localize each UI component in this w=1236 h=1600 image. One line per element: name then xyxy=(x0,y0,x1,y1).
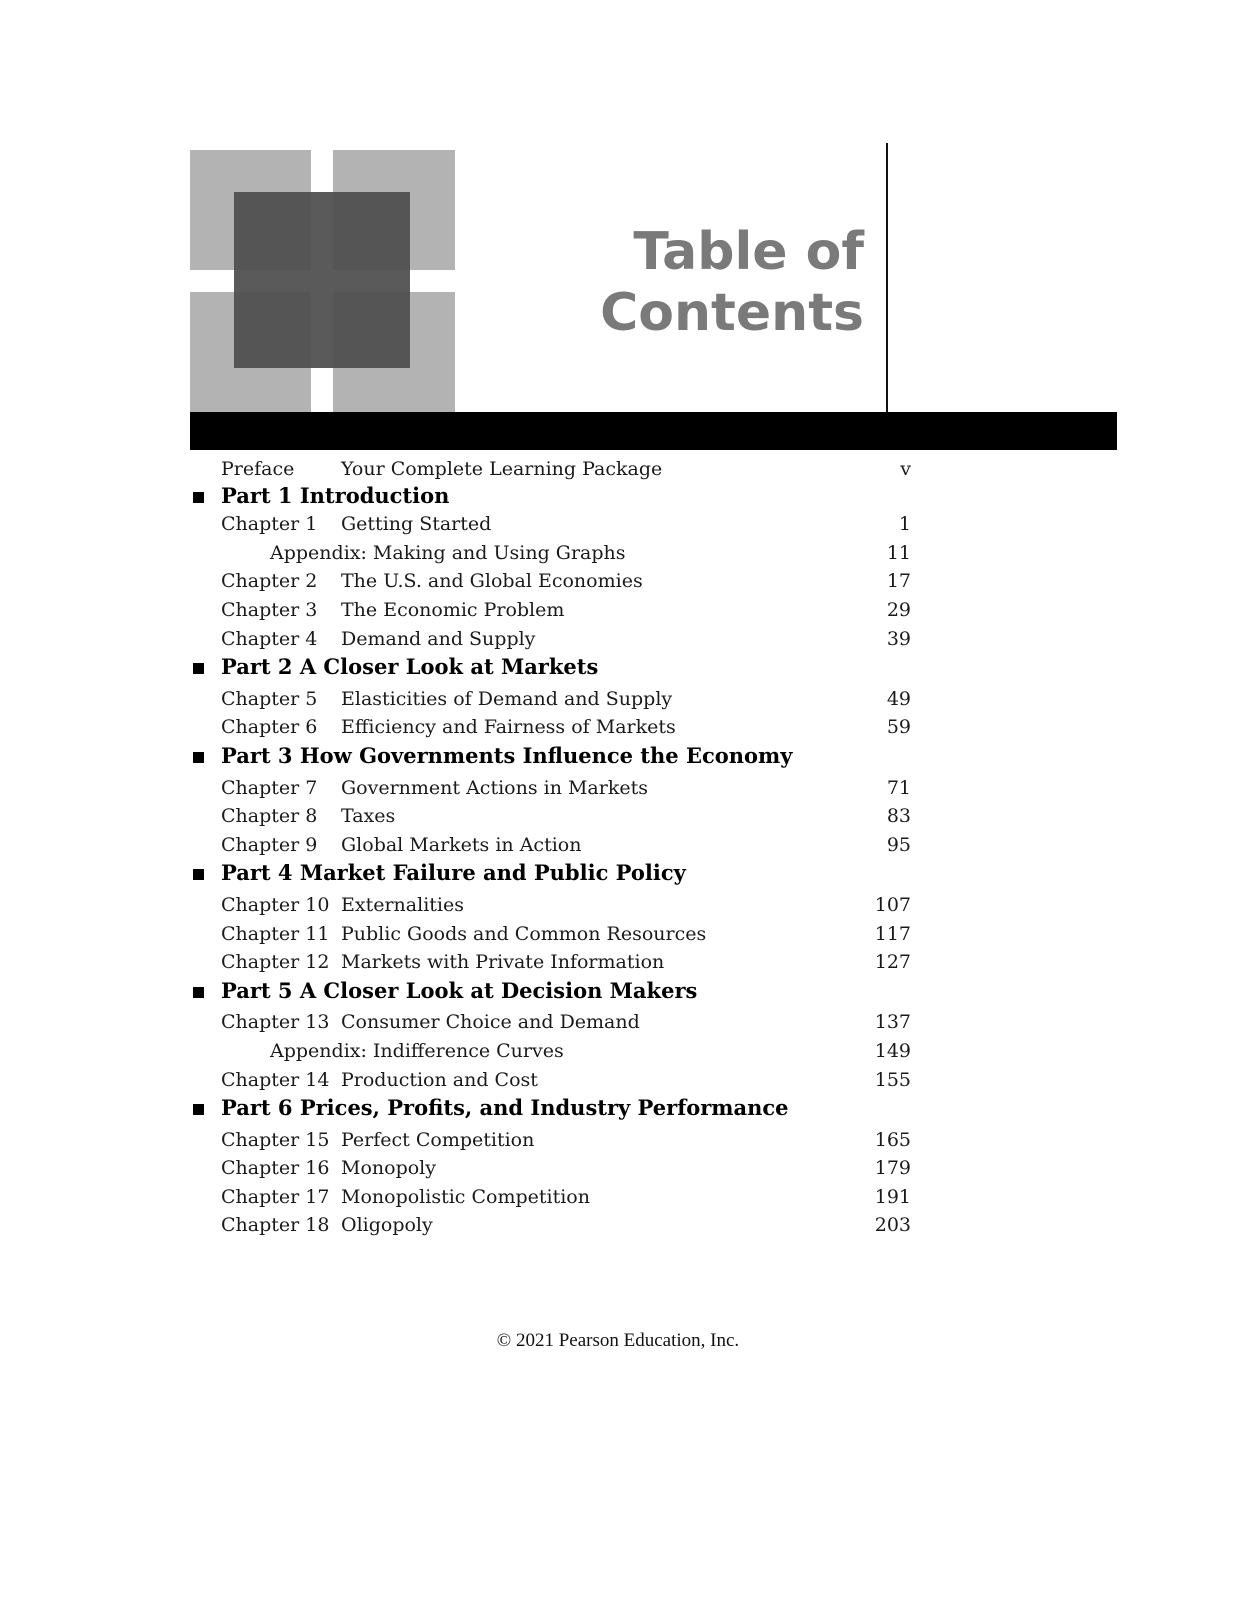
toc-label: Chapter 5 xyxy=(221,688,318,710)
toc-title: Elasticities of Demand and Supply xyxy=(341,688,673,710)
toc-row-chapter-5[interactable] xyxy=(190,684,916,714)
toc-title: Appendix: Indifference Curves xyxy=(270,1040,564,1062)
toc-title: Government Actions in Markets xyxy=(341,777,648,799)
toc-page: 17 xyxy=(886,570,911,592)
toc-row-chapter-9[interactable] xyxy=(190,830,916,860)
square-bullet-icon xyxy=(193,987,204,998)
toc-title: Consumer Choice and Demand xyxy=(341,1011,640,1033)
toc-page: 49 xyxy=(886,688,911,710)
toc-row-chapter-7[interactable] xyxy=(190,773,916,803)
toc-row-chapter-10[interactable] xyxy=(190,890,916,920)
toc-title: Efficiency and Fairness of Markets xyxy=(341,716,676,738)
toc-row-chapter-3[interactable] xyxy=(190,595,916,625)
toc-page: v xyxy=(900,458,911,480)
toc-label: Chapter 1 xyxy=(221,513,318,535)
toc-label: Chapter 18 xyxy=(221,1214,330,1236)
copyright-footer: © 2021 Pearson Education, Inc. xyxy=(496,1330,740,1351)
square-bullet-icon xyxy=(193,752,204,763)
toc-title: Oligopoly xyxy=(341,1214,433,1236)
toc-label: Chapter 3 xyxy=(221,599,318,621)
toc-row-appendix-graphs[interactable] xyxy=(190,538,916,568)
toc-label: Chapter 7 xyxy=(221,777,318,799)
toc-page: 71 xyxy=(886,777,911,799)
toc-row-chapter-15[interactable] xyxy=(190,1125,916,1155)
toc-label: Chapter 12 xyxy=(221,951,330,973)
toc-label: Chapter 15 xyxy=(221,1129,330,1151)
page-title-line-1: Table of xyxy=(633,222,864,282)
toc-label: Chapter 9 xyxy=(221,834,318,856)
toc-page: 83 xyxy=(886,805,911,827)
toc-page: 29 xyxy=(886,599,911,621)
toc-row-chapter-2[interactable] xyxy=(190,566,916,596)
toc-part-title: Part 5 A Closer Look at Decision Makers xyxy=(221,978,698,1003)
toc-page: 11 xyxy=(886,542,911,564)
toc-label: Chapter 16 xyxy=(221,1157,330,1179)
toc-row-chapter-17[interactable] xyxy=(190,1182,916,1212)
toc-title: Getting Started xyxy=(341,513,492,535)
toc-label: Chapter 8 xyxy=(221,805,318,827)
toc-page: 95 xyxy=(886,834,911,856)
toc-title: Public Goods and Common Resources xyxy=(341,923,707,945)
toc-label: Chapter 4 xyxy=(221,628,318,650)
toc-row-chapter-14[interactable] xyxy=(190,1065,916,1095)
toc-page: 179 xyxy=(874,1157,911,1179)
toc-title: Appendix: Making and Using Graphs xyxy=(270,542,626,564)
toc-row-chapter-12[interactable] xyxy=(190,947,916,977)
toc-page: 107 xyxy=(874,894,911,916)
toc-row-chapter-18[interactable] xyxy=(190,1210,916,1240)
toc-label: Chapter 6 xyxy=(221,716,318,738)
toc-page: 191 xyxy=(874,1186,911,1208)
toc-label: Chapter 13 xyxy=(221,1011,330,1033)
toc-page: 203 xyxy=(874,1214,911,1236)
toc-part-title: Part 3 How Governments Influence the Economy xyxy=(221,743,793,768)
toc-part-title: Part 2 A Closer Look at Markets xyxy=(221,654,599,679)
toc-title: Externalities xyxy=(341,894,464,916)
toc-part-title: Part 6 Prices, Profits, and Industry Performance xyxy=(221,1095,789,1120)
toc-row-chapter-6[interactable] xyxy=(190,712,916,742)
toc-part-2[interactable] xyxy=(190,651,916,683)
square-bullet-icon xyxy=(193,1104,204,1115)
toc-label: Chapter 14 xyxy=(221,1069,330,1091)
toc-row-chapter-13[interactable] xyxy=(190,1007,916,1037)
toc-page: 117 xyxy=(874,923,911,945)
toc-title: Global Markets in Action xyxy=(341,834,582,856)
toc-title: Production and Cost xyxy=(341,1069,538,1091)
toc-label: Preface xyxy=(221,458,295,480)
page-title-line-2: Contents xyxy=(600,283,864,343)
toc-title: Monopoly xyxy=(341,1157,436,1179)
toc-page: 39 xyxy=(886,628,911,650)
toc-label: Chapter 17 xyxy=(221,1186,330,1208)
toc-title: Markets with Private Information xyxy=(341,951,665,973)
toc-title: Taxes xyxy=(341,805,396,827)
square-bullet-icon xyxy=(193,663,204,674)
toc-row-appendix-indifference[interactable] xyxy=(190,1036,916,1066)
toc-title: Your Complete Learning Package xyxy=(341,458,663,480)
toc-page: 165 xyxy=(874,1129,911,1151)
page-title xyxy=(600,222,864,344)
header-divider-line xyxy=(886,143,888,413)
toc-title: Monopolistic Competition xyxy=(341,1186,590,1208)
toc-row-chapter-4[interactable] xyxy=(190,624,916,654)
toc-row-chapter-1[interactable] xyxy=(190,509,916,539)
toc-page: 137 xyxy=(874,1011,911,1033)
square-bullet-icon xyxy=(193,869,204,880)
toc-page: 127 xyxy=(874,951,911,973)
toc-title: The Economic Problem xyxy=(341,599,565,621)
decor-square-center xyxy=(234,192,410,368)
toc-row-chapter-11[interactable] xyxy=(190,919,916,949)
toc-row-chapter-8[interactable] xyxy=(190,801,916,831)
toc-row-chapter-16[interactable] xyxy=(190,1153,916,1183)
toc-page: 59 xyxy=(886,716,911,738)
toc-page: 155 xyxy=(874,1069,911,1091)
toc-part-4[interactable] xyxy=(190,857,916,889)
toc-part-6[interactable] xyxy=(190,1092,916,1124)
toc-part-5[interactable] xyxy=(190,975,916,1007)
toc-part-3[interactable] xyxy=(190,740,916,772)
header-black-band xyxy=(190,412,1117,450)
toc-title: The U.S. and Global Economies xyxy=(341,570,643,592)
toc-title: Demand and Supply xyxy=(341,628,536,650)
toc-label: Chapter 10 xyxy=(221,894,330,916)
toc-label: Chapter 11 xyxy=(221,923,330,945)
toc-label: Chapter 2 xyxy=(221,570,318,592)
toc-title: Perfect Competition xyxy=(341,1129,535,1151)
toc-part-title: Part 4 Market Failure and Public Policy xyxy=(221,860,686,885)
toc-part-1[interactable] xyxy=(190,480,916,512)
toc-page: 149 xyxy=(874,1040,911,1062)
toc-part-title: Part 1 Introduction xyxy=(221,483,450,508)
toc-page: 1 xyxy=(898,513,911,535)
square-bullet-icon xyxy=(193,492,204,503)
